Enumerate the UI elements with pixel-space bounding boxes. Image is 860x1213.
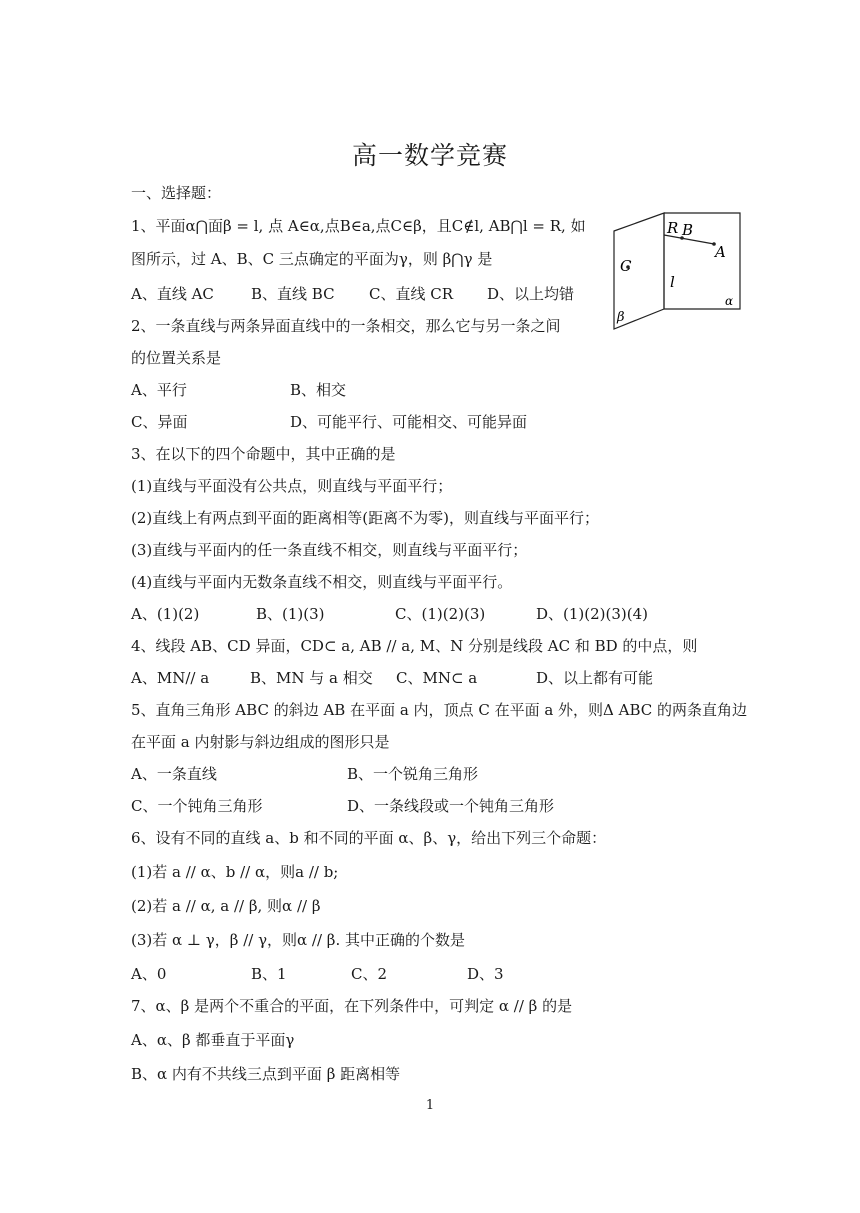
q2-option-d: D、可能平行、可能相交、可能异面 [290,413,528,431]
q5-option-d: D、一条线段或一个钝角三角形 [347,797,555,815]
q2-option-b: B、相交 [290,381,347,399]
q7-stem: 7、α、β 是两个不重合的平面，在下列条件中，可判定 α // β 的是 [131,997,573,1015]
section-heading: 一、选择题： [131,184,222,202]
q2-stem-line2: 的位置关系是 [131,349,222,367]
q6-stem: 6、设有不同的直线 a、b 和不同的平面 α、β、γ，给出下列三个命题： [131,829,607,847]
q5-option-a: A、一条直线 [131,765,217,783]
q3-stem: 3、在以下的四个命题中，其中正确的是 [131,445,396,463]
q2-stem-line1: 2、一条直线与两条异面直线中的一条相交，那么它与另一条之间 [131,317,561,335]
q3-option-b: B、(1)(3) [256,605,325,623]
label-b: B [682,221,694,239]
q6-option-b: B、1 [251,965,287,983]
q6-option-a: A、0 [131,965,167,983]
label-l: l [670,273,675,291]
page-number: 1 [425,1098,435,1113]
q2-option-a: A、平行 [131,381,187,399]
q5-option-b: B、一个锐角三角形 [347,765,479,783]
q4-option-a: A、MN// a [131,669,210,687]
q6-prop-3: (3)若 α ⊥ γ，β // γ，则α // β. 其中正确的个数是 [131,931,466,949]
q7-option-a: A、α、β 都垂直于平面γ [131,1031,295,1049]
q5-option-c: C、一个钝角三角形 [131,797,263,815]
q1-stem-line1: 1、平面α⋂面β = l, 点 A∈α,点B∈a,点C∈β，且C∉l, AB⋂l = R, 如 [131,217,586,235]
q3-prop-4: (4)直线与平面内无数条直线不相交，则直线与平面平行。 [131,573,513,591]
label-a: A [715,243,726,261]
q6-option-c: C、2 [351,965,388,983]
q3-prop-3: (3)直线与平面内的任一条直线不相交，则直线与平面平行； [131,541,528,559]
label-beta: β [617,310,625,325]
q1-option-c: C、直线 CR [369,285,454,303]
q1-option-a: A、直线 AC [131,285,214,303]
q3-option-c: C、(1)(2)(3) [395,605,486,623]
dihedral-figure [612,211,744,331]
q4-stem: 4、线段 AB、CD 异面，CD⊂ a, AB // a, M、N 分别是线段 AC 和 BD 的中点，则 [131,637,698,655]
q6-prop-1: (1)若 a // α、b // α，则a // b; [131,863,339,881]
q4-option-b: B、MN 与 a 相交 [250,669,373,687]
q5-stem-line2: 在平面 a 内射影与斜边组成的图形只是 [131,733,390,751]
q1-option-b: B、直线 BC [251,285,335,303]
q3-prop-1: (1)直线与平面没有公共点，则直线与平面平行； [131,477,453,495]
q4-option-d: D、以上都有可能 [536,669,654,687]
q2-option-c: C、异面 [131,413,188,431]
q1-option-d: D、以上均错 [487,285,575,303]
q1-stem-line2: 图所示，过 A、B、C 三点确定的平面为γ，则 β⋂γ 是 [131,250,493,268]
q5-stem-line1: 5、直角三角形 ABC 的斜边 AB 在平面 a 内，顶点 C 在平面 a 外，则Δ ABC 的两条直角边 [131,701,748,719]
q7-option-b: B、α 内有不共线三点到平面 β 距离相等 [131,1065,401,1083]
q3-option-d: D、(1)(2)(3)(4) [536,605,649,623]
label-r: R [667,219,679,237]
q3-prop-2: (2)直线上有两点到平面的距离相等(距离不为零)，则直线与平面平行； [131,509,599,527]
label-alpha: α [725,294,734,308]
q3-option-a: A、(1)(2) [131,605,200,623]
page-title: 高一数学竞赛 [351,141,508,170]
q4-option-c: C、MN⊂ a [396,669,478,687]
q6-option-d: D、3 [467,965,504,983]
label-c: C [620,257,632,275]
q6-prop-2: (2)若 a // α, a // β, 则α // β [131,897,321,915]
